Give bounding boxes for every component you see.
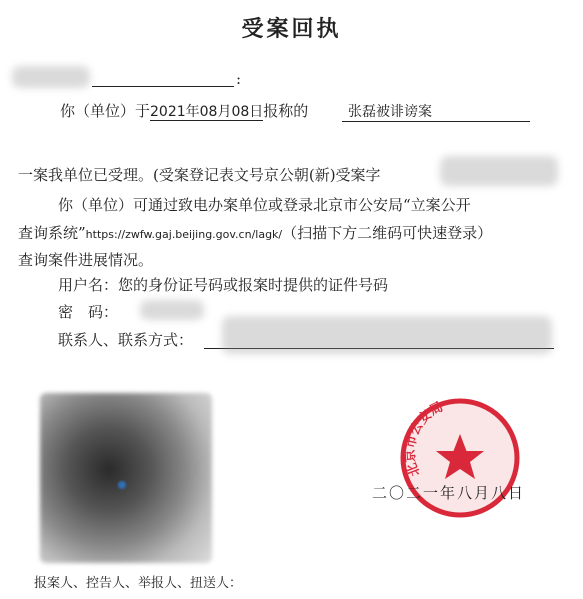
issue-date-text: 二〇二一年八月八日 bbox=[372, 484, 526, 502]
query-url: https://zwfw.gaj.beijing.gov.cn/lagk/ bbox=[85, 228, 283, 241]
line-1 bbox=[60, 100, 308, 121]
line-3: 你（单位）可通过致电办案单位或登录北京市公安局“立案公开 bbox=[58, 196, 471, 214]
issue-date bbox=[372, 482, 525, 503]
line-5: 查询案件进展情况。 bbox=[18, 251, 154, 269]
contact-line: 联系人、联系方式： bbox=[58, 331, 194, 349]
seal-text: 北京市公安局 bbox=[402, 399, 446, 479]
line-4-prefix: 查询系统” bbox=[18, 224, 86, 242]
line-1-mid: 报称的 bbox=[263, 102, 309, 120]
qr-code bbox=[40, 393, 212, 563]
qr-mark bbox=[118, 481, 126, 489]
addressee-underline bbox=[92, 86, 234, 87]
case-name-underline bbox=[342, 121, 530, 122]
line-2: 一案我单位已受理。(受案登记表文号京公朝(新)受案字 bbox=[18, 166, 381, 184]
redacted-name bbox=[12, 66, 90, 88]
document-title: 受案回执 bbox=[241, 16, 342, 42]
case-name: 张磊被诽谤案 bbox=[348, 104, 432, 120]
username-line: 用户名：您的身份证号码或报案时提供的证件号码 bbox=[58, 276, 389, 294]
line-4 bbox=[18, 222, 492, 243]
addressee-colon: : bbox=[236, 70, 242, 88]
redacted-case-number bbox=[440, 156, 558, 186]
report-date: 2021年08月08日 bbox=[150, 104, 264, 120]
password-line: 密 码： bbox=[58, 303, 119, 321]
line-4-suffix: （扫描下方二维码可快速登录） bbox=[282, 224, 493, 242]
line-1-prefix: 你（单位）于 bbox=[60, 102, 151, 120]
redacted-password bbox=[140, 300, 204, 320]
footer-label: 报案人、控告人、举报人、扭送人： bbox=[34, 576, 243, 591]
redacted-contact bbox=[222, 316, 552, 354]
